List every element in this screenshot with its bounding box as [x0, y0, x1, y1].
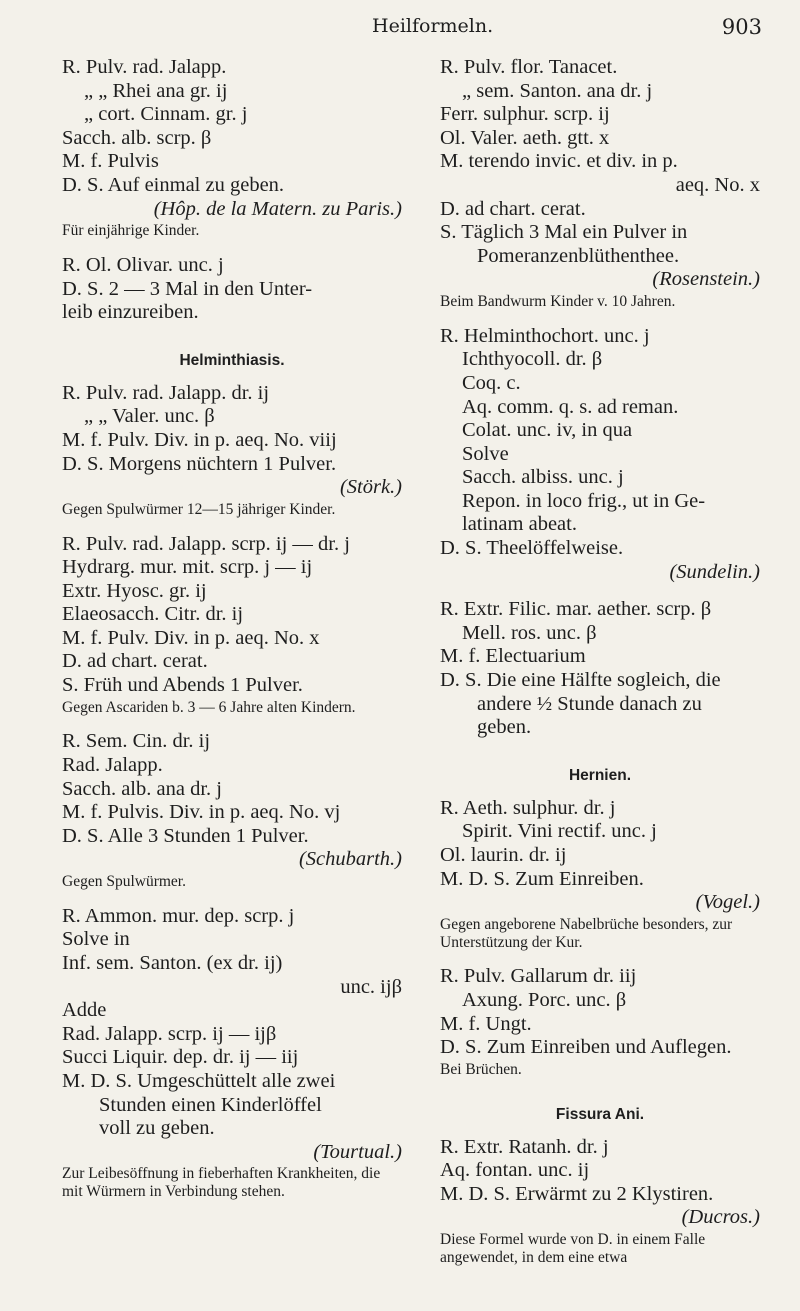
prescription-line: D. S. Theelöffelweise. — [440, 537, 624, 560]
prescription-line: R. Ammon. mur. dep. scrp. j — [62, 904, 295, 927]
section-heading: Hernien. — [568, 766, 631, 784]
usage-note: Bei Brüchen. — [440, 1060, 522, 1078]
prescription-block — [62, 905, 402, 1201]
usage-note: Gegen Spulwürmer 12—15 jähriger Kinder. — [62, 500, 336, 518]
prescription-line: Ol. Valer. aeth. gtt. x — [440, 126, 610, 149]
prescription-line: Adde — [62, 999, 107, 1022]
prescription-block — [440, 325, 760, 585]
prescription-line: D. ad chart. cerat. — [62, 650, 208, 673]
prescription-line: Ol. laurin. dr. ij — [440, 844, 567, 867]
prescription-line: M. D. S. Erwärmt zu 2 Klystiren. — [440, 1182, 714, 1205]
source-citation: (Schubarth.) — [298, 848, 402, 871]
prescription-line: R. Aeth. sulphur. dr. j — [440, 796, 616, 819]
prescription-block — [440, 598, 760, 740]
block-spacer — [440, 584, 760, 598]
prescription-line: „ „ Valer. unc. β — [84, 405, 215, 428]
prescription-line: aeq. No. x — [675, 173, 760, 196]
prescription-line: M. f. Ungt. — [440, 1012, 532, 1035]
prescription-line: D. S. Die eine Hälfte sogleich, die — [440, 669, 721, 692]
section-heading: Helminthiasis. — [179, 351, 285, 369]
prescription-line: M. terendo invic. et div. in p. — [440, 150, 678, 173]
prescription-line: Spirit. Vini rectif. unc. j — [462, 820, 657, 843]
page-number: 903 — [721, 15, 762, 39]
prescription-line: Inf. sem. Santon. (ex dr. ij) — [62, 952, 283, 974]
prescription-line: Repon. in loco frig., ut in Ge- — [462, 489, 706, 512]
prescription-line: Axung. Porc. unc. β — [462, 988, 627, 1011]
block-spacer — [62, 519, 402, 533]
prescription-line: Coq. c. — [462, 371, 521, 394]
prescription-line: D. S. Alle 3 Stunden 1 Pulver. — [62, 824, 309, 847]
prescription-line: Solve in — [62, 928, 130, 951]
prescription-block — [440, 56, 760, 311]
prescription-line: Hydrarg. mur. mit. scrp. j — ij — [62, 556, 313, 579]
prescription-block — [440, 1136, 760, 1267]
source-citation: (Hôp. de la Matern. zu Paris.) — [153, 197, 402, 220]
prescription-line: latinam abeat. — [462, 513, 577, 536]
prescription-line: D. ad chart. cerat. — [440, 197, 586, 220]
prescription-block — [62, 382, 402, 519]
prescription-line: Stunden einen Kinderlöffel — [99, 1093, 322, 1116]
prescription-line: S. Täglich 3 Mal ein Pulver in — [440, 221, 688, 244]
prescription-line: R. Extr. Ratanh. dr. j — [440, 1135, 609, 1158]
prescription-line: Rad. Jalapp. — [62, 754, 163, 777]
prescription-line: Solve — [462, 442, 509, 465]
prescription-line: M. D. S. Umgeschüttelt alle zwei — [62, 1069, 336, 1092]
prescription-line: Colat. unc. iv, in qua — [462, 419, 633, 442]
prescription-line: Sacch. alb. scrp. β — [62, 126, 212, 149]
prescription-line: R. Pulv. rad. Jalapp. — [62, 56, 227, 78]
block-spacer — [440, 951, 760, 965]
block-spacer — [62, 716, 402, 730]
prescription-line: Sacch. albiss. unc. j — [462, 466, 624, 489]
usage-note: Beim Bandwurm Kinder v. 10 Jahren. — [440, 292, 676, 310]
usage-note: Für einjährige Kinder. — [62, 222, 200, 240]
prescription-line: M. f. Electuarium — [440, 645, 586, 668]
prescription-line: Mell. ros. unc. β — [462, 621, 597, 644]
prescription-line: M. f. Pulvis. Div. in p. aeq. No. vj — [62, 801, 341, 824]
source-citation: (Tourtual.) — [313, 1140, 402, 1163]
prescription-line: Ichthyocoll. dr. β — [462, 348, 603, 371]
prescription-line: M. f. Pulv. Div. in p. aeq. No. x — [62, 626, 320, 649]
prescription-line: voll zu geben. — [99, 1117, 215, 1140]
prescription-line: R. Pulv. Gallarum dr. iij — [440, 965, 637, 988]
prescription-block — [62, 56, 402, 240]
prescription-line: R. Pulv. flor. Tanacet. — [440, 56, 618, 78]
prescription-block — [62, 254, 402, 325]
prescription-line: „ sem. Santon. ana dr. j — [462, 79, 653, 102]
prescription-line: R. Ol. Olivar. unc. j — [62, 253, 224, 276]
prescription-line: D. S. Morgens nüchtern 1 Pulver. — [62, 452, 337, 475]
prescription-line: Ferr. sulphur. scrp. ij — [440, 103, 610, 126]
prescription-line: „ „ Rhei ana gr. ij — [84, 79, 228, 102]
prescription-line: Aq. comm. q. s. ad reman. — [462, 395, 679, 418]
prescription-line: unc. ijβ — [340, 975, 402, 998]
prescription-line: D. S. Auf einmal zu geben. — [62, 173, 285, 196]
section-heading: Fissura Ani. — [555, 1105, 645, 1123]
running-title: Heilformeln. — [372, 15, 494, 37]
prescription-block — [62, 533, 402, 717]
block-spacer — [62, 240, 402, 254]
usage-note: Gegen Ascariden b. 3 — 6 Jahre alten Kindern. — [62, 698, 356, 716]
usage-note: Gegen angeborene Nabelbrüche besonders, zur Unterstützung der Kur. — [440, 915, 733, 951]
prescription-line: Aq. fontan. unc. ij — [440, 1159, 590, 1182]
prescription-line: Sacch. alb. ana dr. j — [62, 777, 222, 800]
prescription-line: M. D. S. Zum Einreiben. — [440, 867, 644, 890]
prescription-block — [440, 965, 760, 1078]
source-citation: (Sundelin.) — [669, 560, 760, 583]
prescription-line: S. Früh und Abends 1 Pulver. — [62, 674, 303, 697]
source-citation: (Störk.) — [339, 476, 402, 499]
usage-note: Diese Formel wurde von D. in einem Falle angewendet, in dem eine etwa — [440, 1230, 706, 1266]
prescription-line: M. f. Pulv. Div. in p. aeq. No. viij — [62, 428, 337, 451]
prescription-line: Extr. Hyosc. gr. ij — [62, 579, 207, 602]
source-citation: (Ducros.) — [681, 1206, 760, 1229]
prescription-line: R. Extr. Filic. mar. aether. scrp. β — [440, 598, 712, 621]
prescription-line: „ cort. Cinnam. gr. j — [84, 103, 248, 126]
running-header — [0, 15, 800, 45]
prescription-line: D. S. Zum Einreiben und Auflegen. — [440, 1036, 732, 1059]
prescription-line: geben. — [477, 716, 532, 739]
prescription-block — [440, 797, 760, 952]
prescription-block — [62, 730, 402, 890]
prescription-line: andere ½ Stunde danach zu — [477, 692, 702, 715]
prescription-line: R. Helminthochort. unc. j — [440, 324, 650, 347]
prescription-line: R. Pulv. rad. Jalapp. dr. ij — [62, 381, 270, 404]
prescription-line: Pomeranzenblüthenthee. — [477, 244, 680, 267]
prescription-line: M. f. Pulvis — [62, 150, 159, 173]
usage-note: Zur Leibesöffnung in fieberhaften Krankheiten, die mit Würmern in Verbindung stehen. — [62, 1165, 381, 1201]
usage-note: Gegen Spulwürmer. — [62, 873, 186, 891]
prescription-line: Elaeosacch. Citr. dr. ij — [62, 603, 244, 626]
prescription-line: Succi Liquir. dep. dr. ij — iij — [62, 1046, 299, 1069]
prescription-line: leib einzureiben. — [62, 301, 199, 324]
source-citation: (Rosenstein.) — [652, 268, 760, 291]
block-spacer — [62, 891, 402, 905]
source-citation: (Vogel.) — [695, 891, 760, 914]
right-column — [440, 56, 760, 1267]
left-column — [62, 56, 402, 1201]
prescription-line: R. Pulv. rad. Jalapp. scrp. ij — dr. j — [62, 532, 350, 555]
prescription-line: D. S. 2 — 3 Mal in den Unter- — [62, 277, 313, 300]
prescription-line: R. Sem. Cin. dr. ij — [62, 730, 211, 753]
prescription-line: Rad. Jalapp. scrp. ij — ijβ — [62, 1022, 277, 1045]
block-spacer — [440, 311, 760, 325]
